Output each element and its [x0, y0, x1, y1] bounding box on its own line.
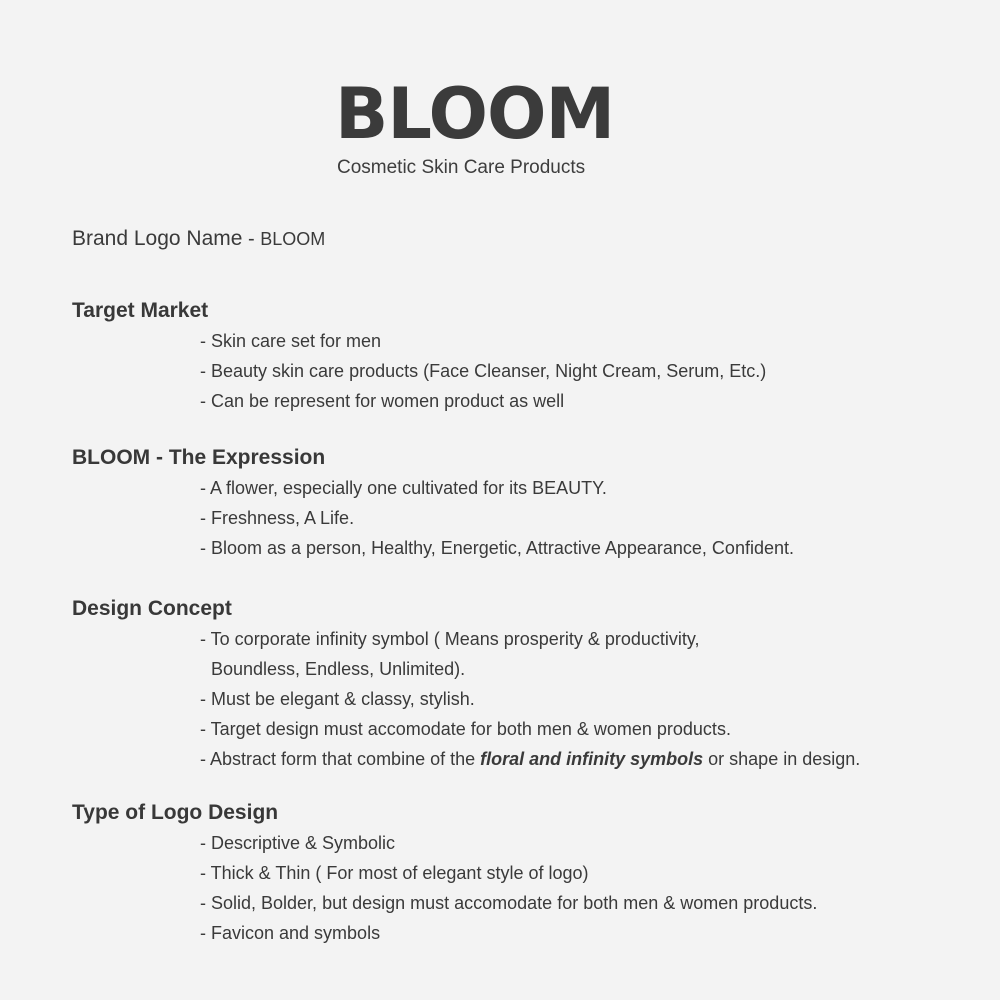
list-item: - Beauty skin care products (Face Cleanser, Night Cream, Serum, Etc.) [200, 361, 767, 381]
brand-subtitle: Cosmetic Skin Care Products [337, 157, 586, 178]
list-item: - Must be elegant & classy, stylish. [200, 689, 475, 709]
emphasized-text: floral and infinity symbols [480, 749, 704, 769]
section-title: BLOOM - The Expression [72, 446, 326, 469]
expression-list [72, 473, 972, 563]
item-text: or shape in design. [703, 749, 861, 769]
list-item: - Solid, Bolder, but design must accomodate for both men & women products. [200, 893, 818, 913]
list-item: - Can be represent for women product as well [200, 391, 565, 411]
section-title: Type of Logo Design [72, 801, 279, 824]
section-title: Target Market [72, 299, 209, 322]
list-item: - Descriptive & Symbolic [200, 833, 396, 853]
list-item: - Freshness, A Life. [200, 508, 355, 528]
brand-logo-name-label: Brand Logo Name [72, 227, 243, 250]
brand-logo-name-separator: - [242, 228, 261, 250]
list-item: - A flower, especially one cultivated for its BEAUTY. [200, 478, 607, 498]
list-item: - To corporate infinity symbol ( Means prosperity & productivity, [200, 629, 700, 649]
section-logo-type [72, 798, 972, 948]
section-expression [72, 443, 972, 563]
list-item-continuation: Boundless, Endless, Unlimited). [211, 659, 466, 679]
list-item: - Favicon and symbols [200, 923, 381, 943]
list-item: - Bloom as a person, Healthy, Energetic, Attractive Appearance, Confident. [200, 538, 794, 558]
list-item [200, 744, 972, 774]
section-title: Design Concept [72, 597, 232, 620]
design-concept-list [72, 624, 972, 774]
target-market-list [72, 326, 972, 416]
section-design-concept [72, 594, 972, 774]
list-item: - Thick & Thin ( For most of elegant style of logo) [200, 863, 589, 883]
brand-logo-name-line [72, 225, 325, 253]
list-item: - Target design must accomodate for both men & women products. [200, 719, 731, 739]
brand-title: BLOOM [335, 73, 615, 155]
logo-type-list [72, 828, 972, 948]
section-target-market [72, 296, 972, 416]
brand-logo-name-value: BLOOM [260, 229, 326, 249]
header [335, 72, 755, 180]
item-text: - Abstract form that combine of the [200, 749, 481, 769]
list-item: - Skin care set for men [200, 331, 382, 351]
